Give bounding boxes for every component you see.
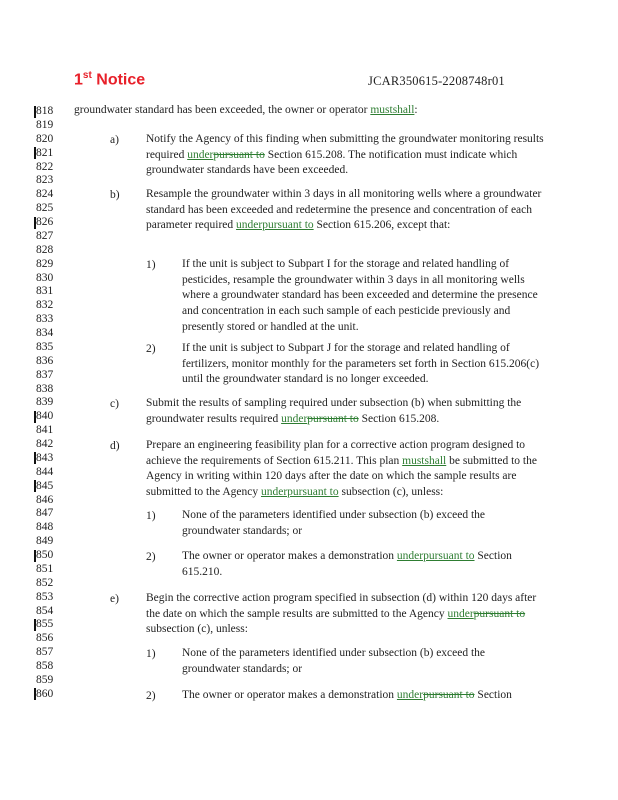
item-b-label: b) bbox=[110, 189, 120, 201]
item-d-text: Prepare an engineering feasibility plan for a corrective action program designed to achieve the requirements of Section 615.211. This plan mustshall be submitted to the Agency in writing within 120 days after the date on which the sample results are submitted to the Agency underpursuant to subsection (c), unless: bbox=[146, 439, 537, 498]
line-number: 836 bbox=[36, 354, 54, 367]
item-b1-label: 1) bbox=[146, 259, 156, 271]
line-number: 846 bbox=[36, 493, 54, 506]
deleted-text: pursuant to bbox=[423, 689, 475, 701]
line-number: 839 bbox=[36, 396, 54, 409]
line-number: 838 bbox=[36, 382, 54, 395]
item-d2-label: 2) bbox=[146, 551, 156, 563]
item-b2-label: 2) bbox=[146, 343, 156, 355]
inserted-text: under bbox=[447, 607, 474, 620]
item-d1-text: None of the parameters identified under subsection (b) exceed the groundwater standards; or bbox=[182, 509, 486, 537]
change-bar bbox=[34, 452, 36, 464]
line-number: 850 bbox=[36, 549, 54, 561]
intro-line: groundwater standard has been exceeded, the owner or operator mustshall: bbox=[74, 104, 418, 116]
item-a-text: Notify the Agency of this finding when submitting the groundwater monitoring results required underpursuant to Section 615.208. The notification must indicate which groundwater standards have been exceeded. bbox=[146, 133, 544, 177]
item-c-label: c) bbox=[110, 398, 119, 410]
line-number: 827 bbox=[36, 229, 54, 242]
change-bar bbox=[34, 411, 36, 423]
inserted-text: mustshall bbox=[370, 104, 415, 116]
change-bar bbox=[34, 147, 36, 159]
line-number: 824 bbox=[36, 188, 54, 201]
line-number: 819 bbox=[36, 118, 54, 131]
item-d-label: d) bbox=[110, 440, 120, 452]
item-b2-text: If the unit is subject to Subpart J for the storage and related handling of fertilizers, monitor monthly for the parameters set forth in Section 615.206(c) until the groundwater standard is no longer exceeded. bbox=[182, 342, 540, 386]
line-number: 847 bbox=[36, 507, 54, 520]
change-bar bbox=[34, 550, 36, 562]
notice-heading: 1st Notice bbox=[74, 70, 146, 89]
line-number: 844 bbox=[36, 465, 54, 478]
line-number: 859 bbox=[36, 673, 54, 686]
line-number: 841 bbox=[36, 424, 54, 437]
line-number: 823 bbox=[36, 174, 54, 187]
line-number: 854 bbox=[36, 604, 54, 617]
line-number: 821 bbox=[36, 146, 54, 159]
change-bar bbox=[34, 619, 36, 631]
line-number: 855 bbox=[36, 618, 54, 631]
line-number: 820 bbox=[36, 132, 54, 145]
item-d2-text: The owner or operator makes a demonstration underpursuant to Section 615.210. bbox=[182, 550, 512, 578]
line-number: 833 bbox=[36, 313, 54, 326]
change-bar bbox=[34, 217, 36, 229]
line-number: 849 bbox=[36, 535, 54, 548]
item-e1-text: None of the parameters identified under subsection (b) exceed the groundwater standards; or bbox=[182, 647, 486, 675]
item-e2-label: 2) bbox=[146, 690, 156, 702]
line-number: 837 bbox=[36, 368, 54, 381]
line-number: 831 bbox=[36, 285, 54, 298]
item-e2-text: The owner or operator makes a demonstration underpursuant to Section bbox=[182, 689, 512, 701]
item-e-text: Begin the corrective action program specified in subsection (d) within 120 days after the date on which the sample results are submitted to the Agency underpursuant to subsection (c), unless: bbox=[146, 592, 537, 636]
change-bar bbox=[34, 480, 36, 492]
line-number: 858 bbox=[36, 660, 54, 672]
inserted-text: underpursuant to bbox=[396, 550, 475, 562]
item-a-label: a) bbox=[110, 134, 119, 146]
inserted-text: under bbox=[187, 148, 214, 161]
line-number: 852 bbox=[36, 576, 54, 589]
item-e-label: e) bbox=[110, 593, 119, 605]
inserted-text: underpursuant to bbox=[260, 485, 339, 498]
line-number: 830 bbox=[36, 271, 54, 284]
item-c-text: Submit the results of sampling required under subsection (b) when submitting the groundwater results required underpursuant to Section 615.208. bbox=[146, 397, 522, 425]
line-number: 843 bbox=[36, 451, 54, 464]
line-number: 845 bbox=[36, 479, 54, 492]
deleted-text: pursuant to bbox=[473, 607, 526, 620]
inserted-text: mustshall bbox=[402, 454, 447, 467]
line-number: 826 bbox=[36, 216, 54, 228]
item-b1-text: If the unit is subject to Subpart I for the storage and related handling of pesticides, resample the groundwater within 3 days in all monitoring wells where a groundwater standard has been exceeded and determine the presence and concentration in each such sample of each pesticide previously and presently stored or handled at the unit. bbox=[182, 258, 538, 333]
line-number: 860 bbox=[36, 687, 54, 700]
deleted-text: pursuant to bbox=[213, 148, 265, 161]
inserted-text: under bbox=[281, 412, 308, 425]
line-number: 853 bbox=[36, 590, 54, 603]
deleted-text: pursuant to bbox=[307, 412, 359, 425]
line-number: 832 bbox=[36, 299, 54, 312]
line-number: 822 bbox=[36, 160, 54, 173]
line-number: 848 bbox=[36, 521, 54, 534]
item-b-text: Resample the groundwater within 3 days in all monitoring wells where a groundwater standard has been exceeded and redetermine the presence and concentration of each parameter required underpursuant to Section 615.206, except that: bbox=[146, 188, 542, 232]
change-bar bbox=[34, 106, 36, 118]
document-id: JCAR350615-2208748r01 bbox=[368, 74, 505, 88]
line-number: 857 bbox=[36, 646, 54, 659]
line-number: 828 bbox=[36, 243, 54, 256]
inserted-text: under bbox=[396, 689, 424, 701]
item-e1-label: 1) bbox=[146, 648, 156, 660]
line-number: 834 bbox=[36, 327, 54, 339]
item-d1-label: 1) bbox=[146, 510, 156, 522]
change-bar bbox=[34, 688, 36, 700]
line-number: 825 bbox=[36, 202, 54, 215]
line-number: 835 bbox=[36, 340, 54, 353]
line-number: 856 bbox=[36, 632, 54, 645]
line-number: 842 bbox=[36, 438, 54, 450]
line-number: 829 bbox=[36, 257, 54, 270]
line-number: 840 bbox=[36, 410, 54, 423]
line-number: 818 bbox=[36, 105, 54, 117]
inserted-text: underpursuant to bbox=[236, 219, 314, 232]
line-number: 851 bbox=[36, 562, 54, 575]
